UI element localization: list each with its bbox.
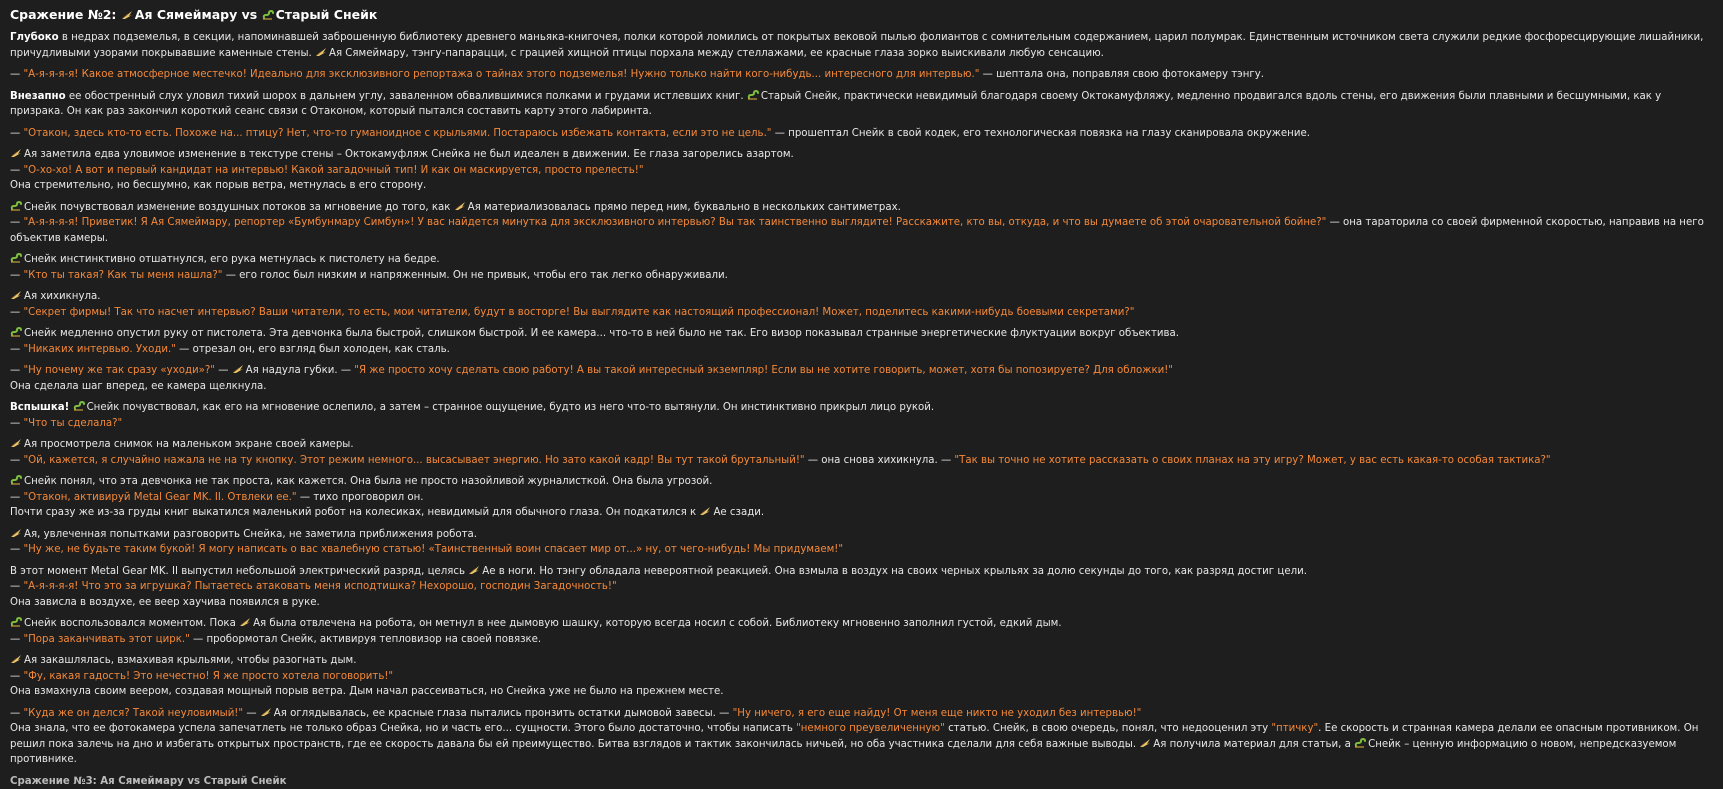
- crow-feather-icon: [1139, 738, 1151, 748]
- paragraph: Ая просмотрела снимок на маленьком экране своей камеры. — "Ой, кажется, я случайно нажала не на ту кнопку. Этот режим немного... высасывает энергию. Но зато какой кадр! Вы тут такой брутальный!" — она снова хихикнула. — "Так вы точно не хотите рассказать о своих планах на эту игру? Может, у вас есть какая-то особая тактика?": [10, 437, 1713, 468]
- paragraph: — "Куда же он делся? Такой неуловимый!" — Ая оглядывалась, ее красные глаза пытались пронзить остатки дымовой завесы. — "Ну ничего, я его еще найду! От меня еще никто не уходил без интервью!" Она знала, что ее фотокамера успела запечатлеть не только образ Снейка, но и часть его... сущности. Этого было достаточно, чтобы написать "немного преувеличенную" статью. Снейк, в свою очередь, понял, что недооценил эту "птичку". Ее скорость и странная камера делали ее опасным противником. Он решил пока залечь на дно и избегать открытых пространств, где ее скорость давала бы ей преимущество. Битва взглядов и тактик закончилась ничьей, но оба участника сделали для себя важные выводы. Ая получила материал для статьи, а Снейк – ценную информацию о новом, непредсказуемом противнике.: [10, 706, 1713, 768]
- crow-feather-icon: [699, 506, 711, 516]
- paragraph: Снейк воспользовался моментом. Пока Ая была отвлечена на робота, он метнул в нее дымовую шашку, которую всегда носил с собой. Библиотеку мгновенно заполнил густой, едкий дым. — "Пора заканчивать этот цирк." — пробормотал Снейк, активируя тепловизор на своей повязке.: [10, 616, 1713, 647]
- crow-feather-icon: [10, 528, 22, 538]
- crow-feather-icon: [454, 201, 466, 211]
- paragraph: Снейк почувствовал изменение воздушных потоков за мгновение до того, как Ая материализовалась прямо перед ним, буквально в нескольких сантиметрах. — "А-я-я-я-я! Приветик! Я Ая Сямеймару, репортер «Бумбунмару Симбун»! У вас найдется минутка для эксклюзивного интервью? Вы так таинственно выглядите! Расскажите, кто вы, откуда, и что вы думаете об этой очаровательной бойне?" — она тараторила со своей фирменной скоростью, направив на него объектив камеры.: [10, 200, 1713, 247]
- paragraph: Снейк инстинктивно отшатнулся, его рука метнулась к пистолету на бедре. — "Кто ты такая? Как ты меня нашла?" — его голос был низким и напряженным. Он не привык, чтобы его так легко обнаруживали.: [10, 252, 1713, 283]
- crow-feather-icon: [121, 10, 133, 20]
- snake-icon: [73, 401, 85, 411]
- crow-feather-icon: [315, 47, 327, 57]
- snake-icon: [10, 327, 22, 337]
- crow-feather-icon: [10, 290, 22, 300]
- crow-feather-icon: [260, 707, 272, 717]
- paragraph: — "Ну почему же так сразу «уходи»?" — Ая надула губки. — "Я же просто хочу сделать свою работу! А вы такой интересный экземпляр! Если вы не хотите говорить, может, хотя бы попозируете? Для обложки!" Она сделала шаг вперед, ее камера щелкнула.: [10, 363, 1713, 394]
- snake-icon: [747, 90, 759, 100]
- snake-icon: [10, 475, 22, 485]
- crow-feather-icon: [10, 654, 22, 664]
- crow-feather-icon: [239, 617, 251, 627]
- crow-feather-icon: [232, 364, 244, 374]
- crow-feather-icon: [468, 565, 480, 575]
- paragraph: — "А-я-я-я-я! Какое атмосферное местечко! Идеально для эксклюзивного репортажа о тайнах этого подземелья! Нужно только найти кого-нибудь... интересного для интервью." — шептала она, поправляя свою фотокамеру тэнгу.: [10, 67, 1713, 83]
- paragraph: Ая заметила едва уловимое изменение в текстуре стены – Октокамуфляж Снейка не был идеален в движении. Ее глаза загорелись азартом. — "О-хо-хо! А вот и первый кандидат на интервью! Какой загадочный тип! И как он маскируется, просто прелесть!" Она стремительно, но бесшумно, как порыв ветра, метнулась в его сторону.: [10, 147, 1713, 194]
- crow-feather-icon: [10, 148, 22, 158]
- paragraph: Снейк медленно опустил руку от пистолета. Эта девчонка была быстрой, слишком быстрой. И ее камера... что-то в ней было не так. Его визор показывал странные энергетические флуктуации вокруг объектива. — "Никаких интервью. Уходи." — отрезал он, его взгляд был холоден, как сталь.: [10, 326, 1713, 357]
- paragraph: Внезапно ее обостренный слух уловил тихий шорох в дальнем углу, заваленном обвалившимися полками и грудами истлевших книг. Старый Снейк, практически невидимый благодаря своему Октокамуфляжу, медленно продвигался вдоль стены, его движения были плавными и бесшумными, как у призрака. Он как раз закончил короткий сеанс связи с Отаконом, который пытался составить карту этого лабиринта.: [10, 89, 1713, 120]
- paragraph: — "Отакон, здесь кто-то есть. Похоже на... птицу? Нет, что-то гуманоидное с крыльями. Постараюсь избежать контакта, если это не цель." — прошептал Снейк в свой кодек, его технологическая повязка на глазу сканировала окружение.: [10, 126, 1713, 142]
- crow-feather-icon: [10, 438, 22, 448]
- snake-icon: [10, 617, 22, 627]
- paragraph: Ая, увлеченная попытками разговорить Снейка, не заметила приближения робота. — "Ну же, не будьте таким букой! Я могу написать о вас хвалебную статью! «Таинственный воин спасает мир от...» ну, от чего-нибудь! Мы придумаем!": [10, 527, 1713, 558]
- snake-icon: [10, 253, 22, 263]
- paragraph: В этот момент Metal Gear MK. II выпустил небольшой электрический разряд, целясь Ае в ноги. Но тэнгу обладала невероятной реакцией. Она взмыла в воздух на своих черных крыльях за долю секунды до того, как разряд достиг цели. — "А-я-я-я-я! Что это за игрушка? Пытаетесь атаковать меня исподтишка? Нехорошо, господин Загадочность!" Она зависла в воздухе, ее веер хаучива появился в руке.: [10, 564, 1713, 611]
- next-section-heading: Сражение №3: Ая Сямеймару vs Старый Снейк: [10, 774, 1713, 789]
- snake-icon: [262, 10, 274, 20]
- paragraph: Ая закашлялась, взмахивая крыльями, чтобы разогнать дым. — "Фу, какая гадость! Это нечестно! Я же просто хотела поговорить!" Она взмахнула своим веером, создавая мощный порыв ветра. Дым начал рассеиваться, но Снейка уже не было на прежнем месте.: [10, 653, 1713, 700]
- snake-icon: [1354, 738, 1366, 748]
- paragraph: Ая хихикнула. — "Секрет фирмы! Так что насчет интервью? Ваши читатели, то есть, мои читатели, будут в восторге! Вы выглядите как настоящий профессионал! Может, поделитесь какими-нибудь боевыми секретами?": [10, 289, 1713, 320]
- paragraph: Вспышка! Снейк почувствовал, как его на мгновение ослепило, а затем – странное ощущение, будто из него что-то вытянули. Он инстинктивно прикрыл лицо рукой. — "Что ты сделала?": [10, 400, 1713, 431]
- page-title: Сражение №2: Ая Сямеймару vs Старый Снейк: [10, 6, 1713, 24]
- paragraph: Глубоко в недрах подземелья, в секции, напоминавшей заброшенную библиотеку древнего маньяка-книгочея, полки которой ломились от покрытых вековой пылью фолиантов с сомнительным содержанием, царил полумрак. Единственным источником света служили редкие фосфоресцирующие лишайники, причудливыми узорами покрывавшие каменные стены. Ая Сямеймару, тэнгу-папарацци, с грацией хищной птицы порхала между стеллажами, ее красные глаза зорко выискивали любую сенсацию.: [10, 30, 1713, 61]
- snake-icon: [10, 201, 22, 211]
- paragraph: Снейк понял, что эта девчонка не так проста, как кажется. Она была не просто назойливой журналисткой. Она была угрозой. — "Отакон, активируй Metal Gear MK. II. Отвлеки ее." — тихо проговорил он. Почти сразу же из-за груды книг выкатился маленький робот на колесиках, невидимый для обычного глаза. Он подкатился к Ае сзади.: [10, 474, 1713, 521]
